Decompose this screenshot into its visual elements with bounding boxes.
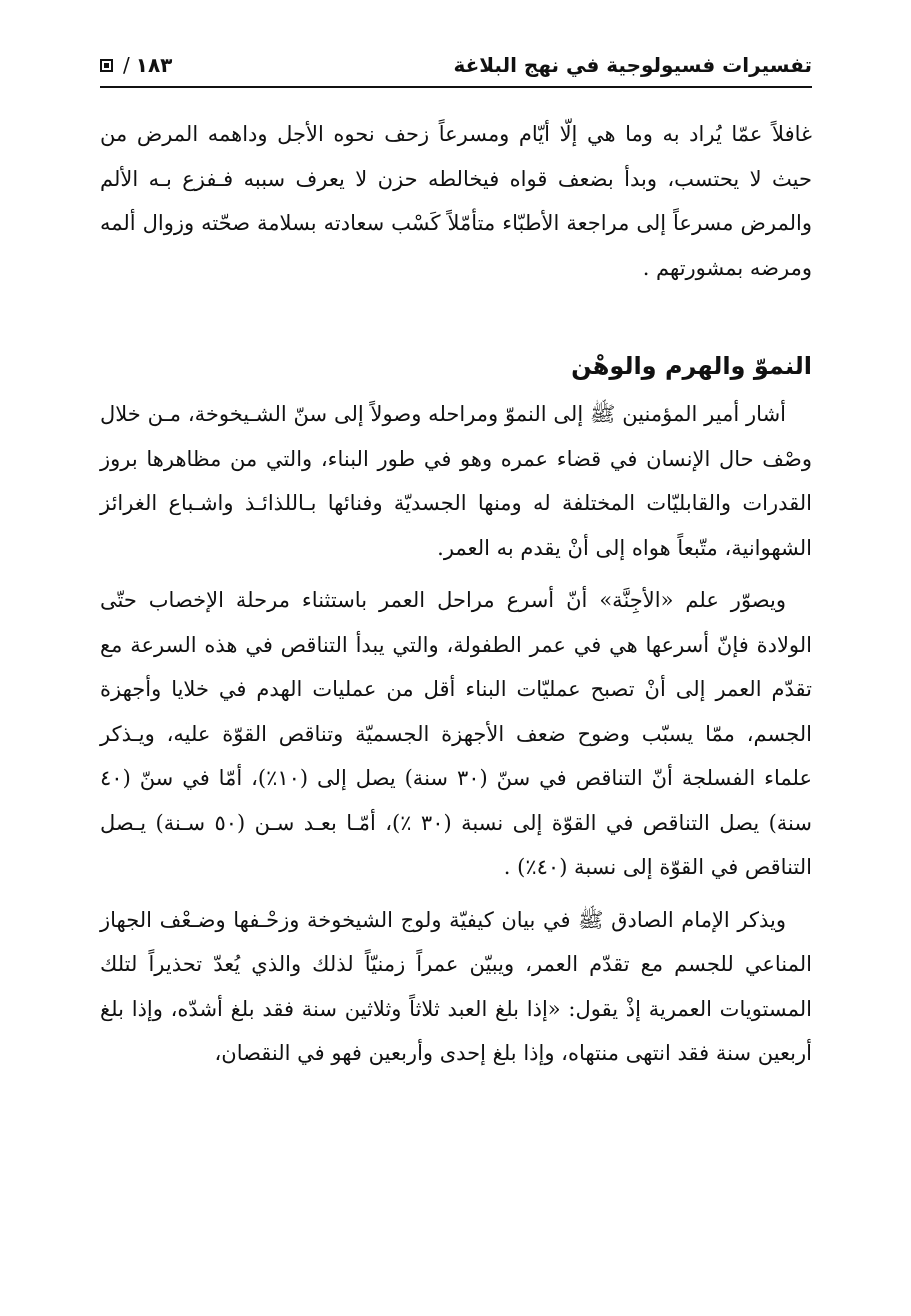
paragraph: ويصوّر علم «الأجِنَّة» أنّ أسرع مراحل العمر باستثناء مرحلة الإخصاب حتّى الولادة فإنّ أسرعها هي في عمر الطفولة، والتي يبدأ التناقص في هذه السرعة مع تقدّم العمر إلى أنْ تصبح عمليّات البناء أقل من عمليات الهدم في خلايا وأجهزة الجسم، ممّا يسبّب وضوح ضعف الأجهزة الجسميّة وتناقص القوّة عليه، ويـذكر علماء الفسلجة أنّ التناقص في سنّ (٣٠ سنة) يصل إلى (١٠٪)، أمّا في سنّ (٤٠ سنة) يصل التناقص في القوّة إلى نسبة (٣٠ ٪)، أمّـا بعـد سـن (٥٠ سـنة) يـصل التناقص في القوّة إلى نسبة (٤٠٪) .: [100, 588, 813, 879]
page-body: [100, 112, 812, 1076]
page-number: ١٨٣: [135, 53, 173, 77]
page-number-separator: /: [123, 53, 130, 77]
running-title: تفسيرات فسيولوجية في نهج البلاغة: [453, 53, 812, 77]
paragraph: ويذكر الإمام الصادق ﷺ في بيان كيفيّة ولوج الشيخوخة وزحْـفها وضـعْف الجهاز المناعي للجسم مع تقدّم العمر، ويبيّن عمراً زمنيّاً لذلك والذي يُعدّ تحذيراً لتلك المستويات العمرية إذْ يقول: «إذا بلغ العبد ثلاثاً وثلاثين سنة فقد بلغ أشدّه، وإذا بلغ أربعين سنة فقد انتهى منتهاه، وإذا بلغ إحدى وأربعين فهو في النقصان،: [100, 907, 812, 1065]
page-marker-icon: [100, 59, 113, 72]
page-header: [100, 44, 812, 88]
section-heading: النموّ والهرم والوهْن: [571, 352, 812, 380]
paragraph-continued: غافلاً عمّا يُراد به وما هي إلّا أيّام ومسرعاً زحف نحوه الأجل وداهمه المرض من حيث لا يحتسب، وبدأ بضعف قواه فيخالطه حزن لا يعرف سببه فـفزع بـه الألم والمرض مسرعاً إلى مراجعة الأطبّاء متأمّلاً كَسْب سعادته بسلامة صحّته وزوال ألمه ومرضه بمشورتهم .: [100, 122, 812, 280]
page-number-block: [100, 53, 172, 77]
paragraph: أشار أمير المؤمنين ﷺ إلى النموّ ومراحله وصولاً إلى سنّ الشـيخوخة، مـن خلال وصْف حال الإنسان في قضاء عمره وهو في طور البناء، والتي من مظاهرها بروز القدرات والقابليّات المختلفة له ومنها الجسديّة وفنائها بـاللذائـذ واشـباع الغرائز الشهوانية، متّبعاً هواه إلى أنْ يقدم به العمر.: [100, 402, 812, 560]
